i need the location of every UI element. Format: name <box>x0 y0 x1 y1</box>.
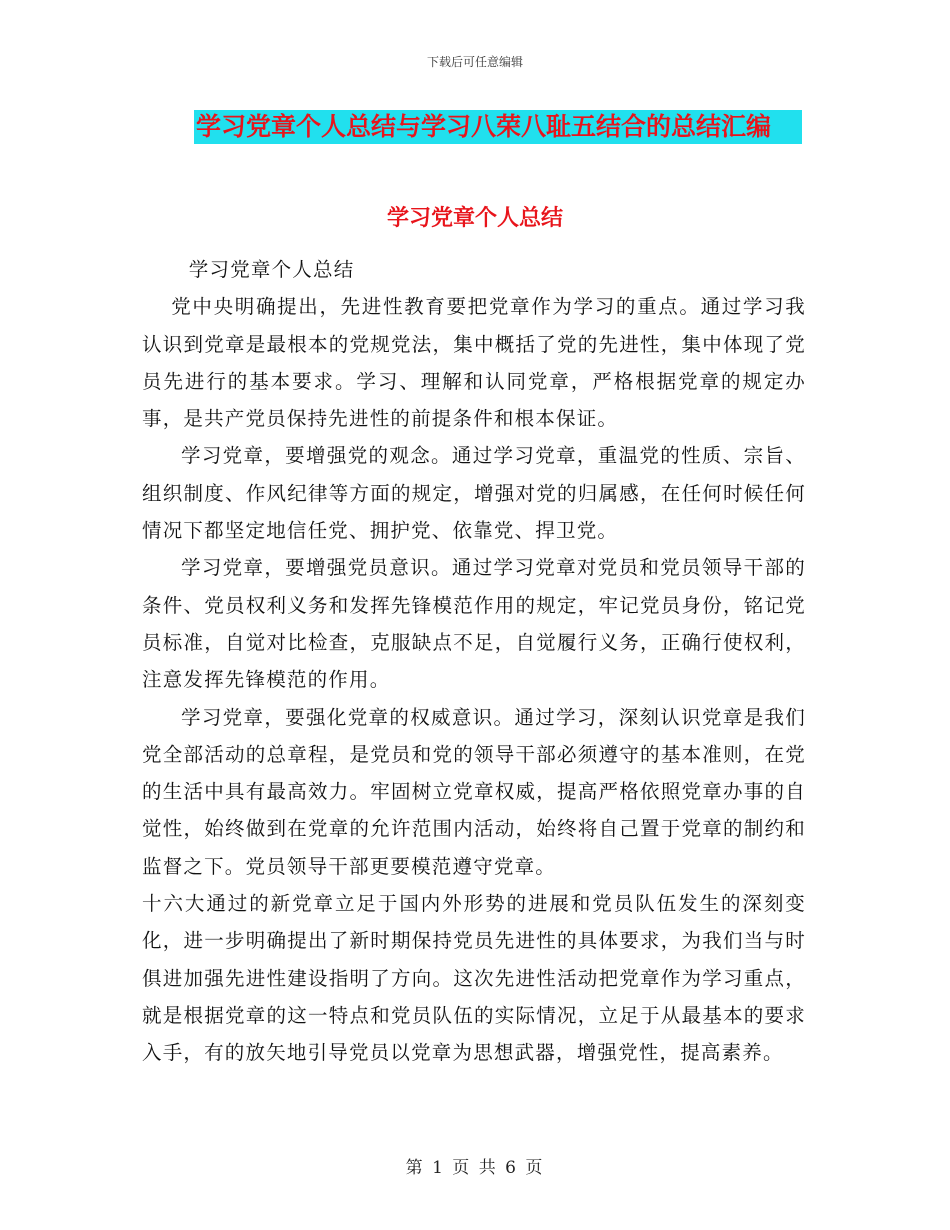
paragraph: 学习党章，要增强党的观念。通过学习党章，重温党的性质、宗旨、组织制度、作风纪律等方面的规定，增强对党的归属感，在任何时候任何情况下都坚定地信任党、拥护党、依靠党、捍卫党。 <box>142 444 806 543</box>
body-subtitle: 学习党章个人总结 <box>188 258 355 281</box>
page-footer: 第 1 页 共 6 页 <box>405 1158 545 1178</box>
paragraph: 学习党章，要强化党章的权威意识。通过学习，深刻认识党章是我们党全部活动的总章程，是党员和党的领导干部必须遵守的基本准则，在党的生活中具有最高效力。牢固树立党章权威，提高严格依照党章办事的自觉性，始终做到在党章的允许范围内活动，始终将自己置于党章的制约和监督之下。党员领导干部更要模范遵守党章。 <box>142 705 806 878</box>
paragraph: 党中央明确提出，先进性教育要把党章作为学习的重点。通过学习我认识到党章是最根本的党规党法，集中概括了党的先进性，集中体现了党员先进行的基本要求。学习、理解和认同党章，严格根据党章的规定办事，是共产党员保持先进性的前提条件和根本保证。 <box>142 295 806 431</box>
header-note: 下载后可任意编辑 <box>426 55 523 69</box>
body-text <box>142 251 806 1072</box>
paragraph: 学习党章，要增强党员意识。通过学习党章对党员和党员领导干部的条件、党员权利义务和发挥先锋模范作用的规定，牢记党员身份，铭记党员标准，自觉对比检查，克服缺点不足，自觉履行义务，正确行使权利，注意发挥先锋模范的作用。 <box>142 556 806 692</box>
document-title: 学习党章个人总结与学习八荣八耻五结合的总结汇编 <box>194 110 802 144</box>
paragraph: 十六大通过的新党章立足于国内外形势的进展和党员队伍发生的深刻变化，进一步明确提出了新时期保持党员先进性的具体要求，为我们当与时俱进加强先进性建设指明了方向。这次先进性活动把党章作为学习重点，就是根据党章的这一特点和党员队伍的实际情况，立足于从最基本的要求入手，有的放矢地引导党员以党章为思想武器，增强党性，提高素养。 <box>142 892 806 1065</box>
section-title: 学习党章个人总结 <box>386 206 563 231</box>
